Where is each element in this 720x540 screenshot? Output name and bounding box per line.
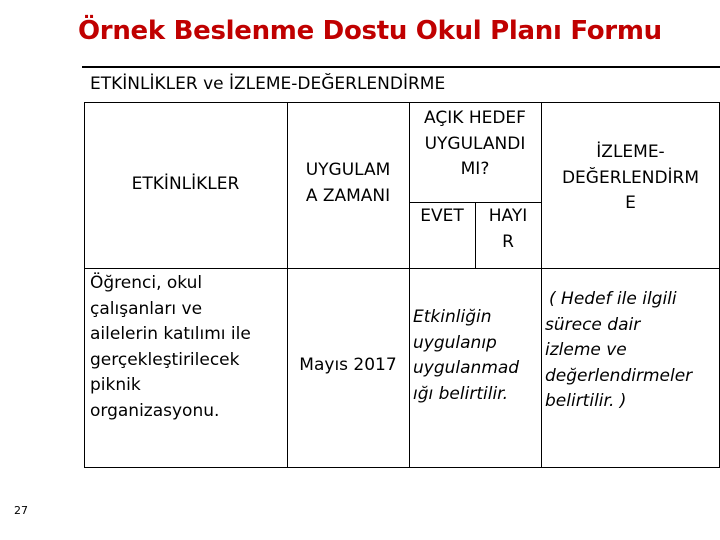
page-title: Örnek Beslenme Dostu Okul Planı Formu [78, 16, 662, 46]
page-number: 27 [14, 504, 28, 517]
header-goal-line3: MI? [460, 159, 490, 179]
row-goal-line: uygulanmad [413, 358, 520, 378]
row-goal-line: ığı belirtilir. [413, 383, 508, 404]
header-monitoring-line2: DEĞERLENDİRM [561, 167, 700, 188]
header-activities: ETKİNLİKLER [131, 174, 240, 194]
header-timing-line2: A ZAMANI [305, 185, 391, 206]
row-monitoring-line: değerlendirmeler [545, 365, 693, 386]
header-monitoring-line3: E [625, 193, 636, 213]
row-monitoring-line: izleme ve [545, 340, 627, 360]
header-goal-line2: UYGULANDI [424, 133, 526, 154]
row-activity-line: gerçekleştirilecek [90, 349, 240, 370]
header-goal [409, 106, 541, 183]
header-no-line1: HAYI [488, 206, 528, 226]
header-yes: EVET [420, 206, 464, 226]
table-divider-goal-sub [409, 202, 541, 203]
row-activity-line: ailelerin katılımı ile [90, 324, 251, 344]
table-border-left [84, 102, 85, 468]
header-monitoring-line1: İZLEME- [596, 142, 665, 162]
row-activity-line: organizasyonu. [90, 400, 220, 421]
header-timing [287, 158, 409, 209]
table-divider-col1 [287, 102, 288, 468]
header-monitoring [541, 140, 720, 217]
row-activity-line: Öğrenci, okul [90, 273, 203, 293]
header-goal-line1: AÇIK HEDEF [424, 108, 526, 128]
row-monitoring-line: ( Hedef ile ilgili [549, 289, 677, 309]
header-timing-line1: UYGULAM [305, 160, 391, 180]
header-no-line2: R [502, 231, 514, 252]
header-no [475, 204, 541, 255]
row-activity [90, 271, 286, 424]
row-timing: Mayıs 2017 [299, 355, 397, 375]
table-header-separator [84, 268, 720, 269]
title-divider [82, 66, 720, 68]
row-monitoring-line: belirtilir. ) [545, 391, 627, 411]
row-activity-line: piknik [90, 375, 141, 395]
row-goal-line: uygulanıp [413, 332, 497, 353]
section-subtitle: ETKİNLİKLER ve İZLEME-DEĞERLENDİRME [90, 74, 446, 94]
row-goal [413, 305, 541, 407]
row-monitoring-line: sürece dair [545, 314, 641, 335]
row-monitoring [545, 287, 720, 415]
row-goal-line: Etkinliğin [413, 307, 492, 327]
row-activity-line: çalışanları ve [90, 298, 203, 319]
